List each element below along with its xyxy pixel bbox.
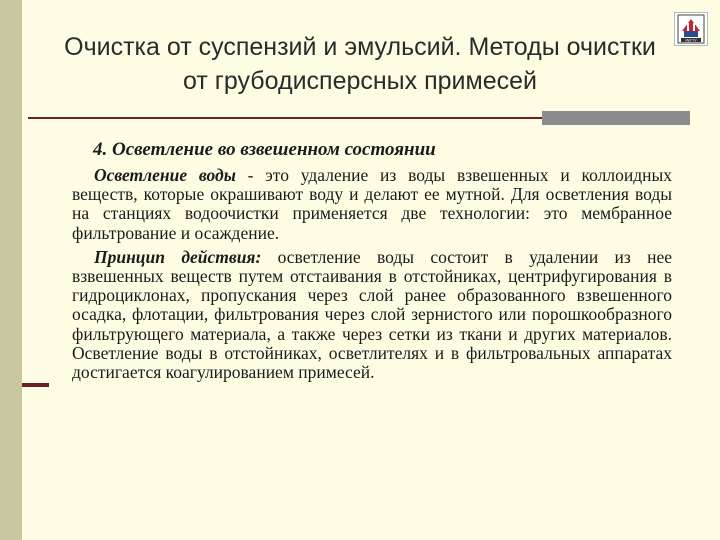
logo-text: ИрГТУ bbox=[685, 38, 697, 43]
definition-text: - это удаление из воды взвешенных и коллоидных веществ, которые окрашивают воду и делают ее мутной. Для осветления воды на станциях водоочистки применяется две технологии: это мембранное фильтрование и осаждение. bbox=[72, 165, 672, 243]
paragraph-principle bbox=[72, 248, 672, 382]
university-logo bbox=[674, 12, 708, 46]
logo-emblem-icon bbox=[675, 13, 707, 45]
section-heading: 4. Осветление во взвешенном состоянии bbox=[93, 139, 436, 160]
left-accent-line bbox=[22, 383, 49, 387]
principle-text: осветление воды состоит в удалении из нее взвешенных веществ путем отстаивания в отстойниках, центрифугирования в гидроциклонах, пропускания через слой ранее образованного взвешенного осадка, флотации, фильтрования через слой зернистого или порошкообразного фильтрующего материала, а также через сетки из ткани и других материалов. Осветление воды в отстойниках, осветлителях и в фильтровальных аппаратах достигается коагулированием примесей. bbox=[72, 246, 672, 383]
left-decor-bar bbox=[0, 0, 22, 540]
paragraph-definition bbox=[72, 166, 672, 243]
slide-title: Очистка от суспензий и эмульсий. Методы очистки от грубодисперсных примесей bbox=[64, 33, 656, 95]
title-divider-block bbox=[542, 111, 690, 125]
slide-body bbox=[72, 166, 672, 387]
term-clarification: Осветление воды bbox=[94, 165, 236, 185]
term-principle: Принцип действия: bbox=[94, 246, 262, 267]
